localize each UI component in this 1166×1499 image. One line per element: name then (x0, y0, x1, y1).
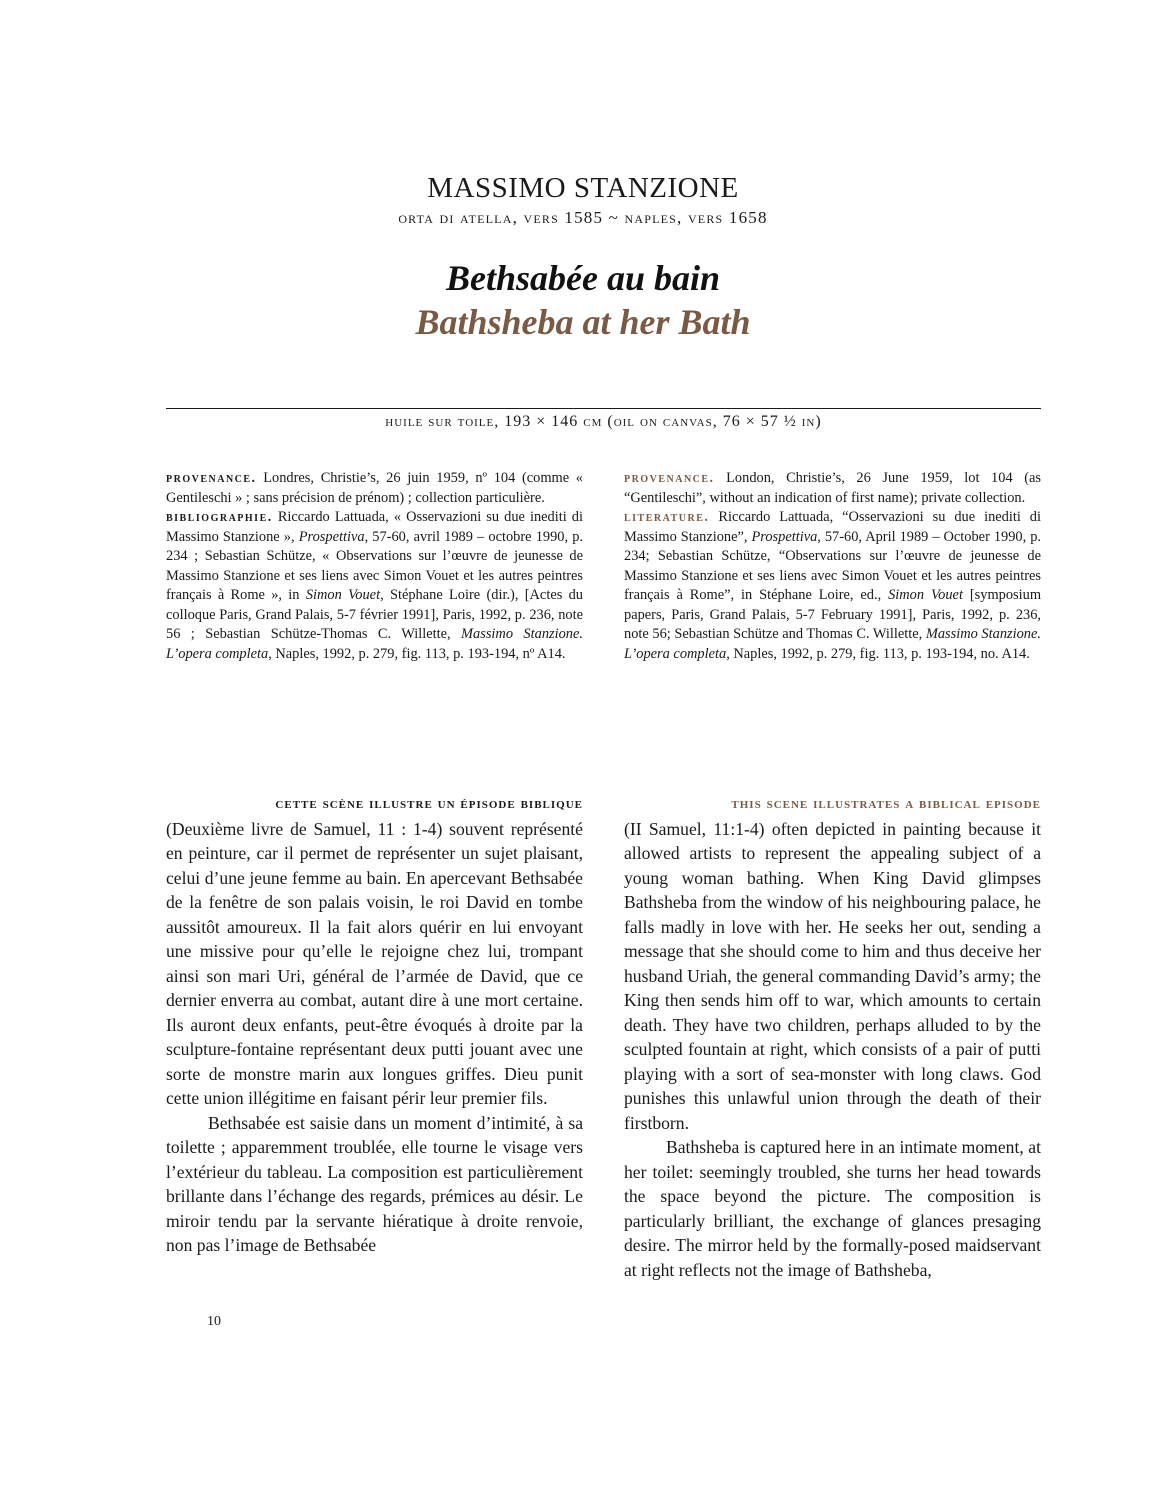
bibliography-text: , Naples, 1992, p. 279, fig. 113, p. 193-194, nº A14. (268, 645, 566, 662)
provenance-text: London, Christie’s, 26 June 1959, lot 104 (as “Gentileschi”, without an indication of first name); private collection. (624, 470, 1041, 506)
artwork-title-french: Bethsabée au bain (445, 258, 721, 298)
provenance-text: Londres, Christie’s, 26 juin 1959, nº 104 (comme « Gentileschi » ; sans précision de prénom) ; collection particulière. (166, 470, 583, 506)
horizontal-rule (166, 408, 1041, 409)
essay-lead-english: this scene illustrates a biblical episode (731, 795, 1041, 812)
bibliography-journal-title: Prospettiva (298, 528, 365, 545)
essay-english (624, 792, 1041, 1282)
literature-label: literature. (624, 510, 710, 525)
bibliography-book-title: Massimo Stanzione. L’opera completa (166, 626, 583, 662)
provenance-english (624, 469, 1041, 508)
essay-lead-french: cette scène illustre un épisode biblique (275, 795, 583, 812)
provenance-label: provenance. (624, 471, 715, 486)
notes-french (166, 469, 583, 664)
literature-text: [symposium papers, Paris, Grand Palais, 5-7 February 1991], Paris, 1992, p. 236, note 56; Sebastian Schütze and Thomas C. Willette, (624, 587, 1042, 642)
literature-english (624, 508, 1041, 664)
provenance-french (166, 469, 583, 508)
bibliography-book-title: Simon Vouet (305, 587, 381, 603)
bibliography-french (166, 508, 583, 664)
artwork-title-english: Bathsheba at her Bath (415, 302, 751, 342)
literature-text: , 57-60, April 1989 – October 1990, p. 234; Sebastian Schütze, “Observations sur l’œuvre de jeunesse de Massimo Stanzione et ses liens avec Simon Vouet et les autres peintres français à Rome”, in Stéphane Loire, ed., (624, 528, 1041, 603)
essay-paragraph: Bethsabée est saisie dans un moment d’intimité, à sa toilette ; apparemment troublée, elle tourne le visage vers l’extérieur du tableau. La composition est particulièrement brillante dans l’échange des regards, prémices au désir. Le miroir tendu par la servante hiératique à droite renvoie, non pas l’image de Bethsabée (166, 1112, 583, 1255)
artist-name: MASSIMO STANZIONE (427, 172, 739, 204)
page-number: 10 (207, 1314, 221, 1329)
literature-journal-title: Prospettiva (751, 528, 818, 545)
essay-paragraph: (II Samuel, 11:1-4) often depicted in painting because it allowed artists to represent the appealing subject of a young woman bathing. When King David glimpses Bathsheba from the window of his neighbouring palace, he falls madly in love with her. He seeks her out, sending a message that she should come to him and thus deceive her husband Uriah, the general commanding David’s army; the King then sends him off to war, which amounts to certain death. They have two children, perhaps alluded to by the sculpted fountain at right, which consists of a pair of putti playing with a sort of sea-monster with long claws. God punishes this unlawful union through the death of their firstborn. (624, 818, 1041, 1133)
medium-dimensions: huile sur toile, 193 × 146 cm (oil on canvas, 76 × 57 ½ in) (385, 413, 822, 430)
provenance-label: provenance. (166, 471, 257, 486)
essay-french (166, 792, 583, 1258)
notes-english (624, 469, 1041, 664)
bibliography-label: bibliographie. (166, 510, 273, 525)
bibliography-text: Riccardo Lattuada, « Osservazioni su due inediti di Massimo Stanzione », (166, 509, 583, 545)
essay-paragraph: (Deuxième livre de Samuel, 11 : 1-4) souvent représenté en peinture, car il permet de représenter un sujet plaisant, celui d’une jeune femme au bain. En apercevant Bethsabée de la fenêtre de son palais voisin, le roi David en tombe aussitôt amoureux. Il la fait alors quérir en lui envoyant une missive pour qu’elle le rejoigne chez lui, trompant ainsi son mari Uri, général de l’armée de David, que ce dernier enverra au combat, autant dire à une mort certaine. Ils auront deux enfants, peut-être évoqués à droite par la sculpture-fontaine représentant deux putti jouant avec une sorte de monstre marin aux longues griffes. Dieu punit cette union illégitime en faisant périr leur premier fils. (166, 818, 583, 1108)
literature-book-title: Simon Vouet (888, 587, 963, 603)
literature-text: , Naples, 1992, p. 279, fig. 113, p. 193-194, no. A14. (726, 645, 1030, 662)
literature-book-title: Massimo Stanzione. L’opera completa (624, 626, 1041, 662)
literature-text: Riccardo Lattuada, “Osservazioni su due inediti di Massimo Stanzione”, (624, 509, 1041, 545)
artist-dates: orta di atella, vers 1585 ~ naples, vers 1658 (398, 208, 768, 227)
bibliography-text: , Stéphane Loire (dir.), [Actes du colloque Paris, Grand Palais, 5-7 février 1991], Paris, 1992, p. 236, note 56 ; Sebastian Schütze-Thomas C. Willette, (166, 587, 584, 642)
bibliography-text: , 57-60, avril 1989 – octobre 1990, p. 234 ; Sebastian Schütze, « Observations sur l’œuvre de jeunesse de Massimo Stanzione et ses liens avec Simon Vouet et les autres peintres français à Rome », in (166, 528, 584, 603)
essay-paragraph: Bathsheba is captured here in an intimate moment, at her toilet: seemingly troubled, she turns her head towards the space beyond the picture. The composition is particularly brilliant, the exchange of glances presaging desire. The mirror held by the formally-posed maidservant at right reflects not the image of Bathsheba, (624, 1137, 1041, 1280)
